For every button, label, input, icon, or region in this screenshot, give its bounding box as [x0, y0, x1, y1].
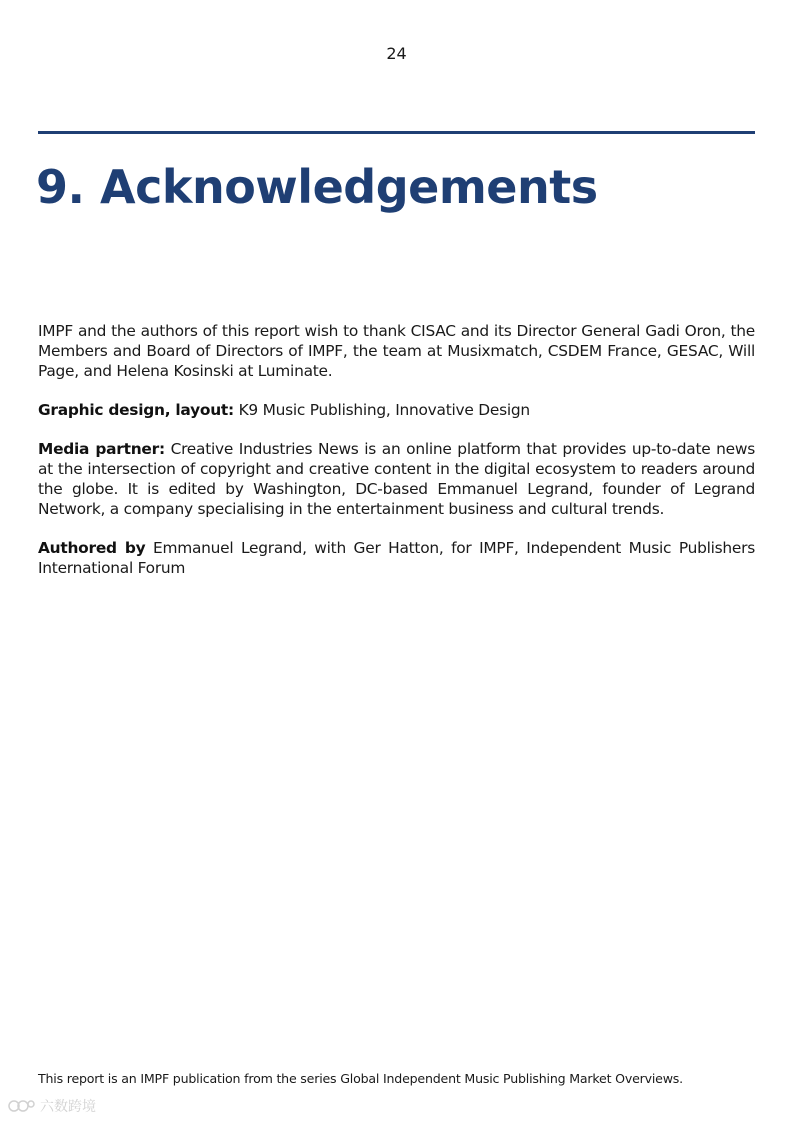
- intro-paragraph: IMPF and the authors of this report wish to thank CISAC and its Director General Gadi Oron, the Members and Board of Directors of IMPF, the team at Musixmatch, CSDEM France, GESAC, Will Page, and Helena Kosinski at Luminate.: [38, 322, 755, 380]
- authored-by-label: Authored by: [38, 539, 146, 557]
- footer-note: This report is an IMPF publication from the series Global Independent Music Publishing Market Overviews.: [38, 1071, 683, 1086]
- watermark-logo-icon: [8, 1098, 36, 1114]
- design-credit-paragraph: [38, 400, 755, 420]
- watermark: [8, 1096, 96, 1116]
- media-partner-text: Creative Industries News is an online platform that provides up-to-date news at the intersection of copyright and creative content in the digital ecosystem to readers around the globe. It is edited by Washington, DC-based Emmanuel Legrand, founder of Legrand Network, a company specialising in the entertainment business and cultural trends.: [38, 440, 756, 518]
- media-partner-label: Media partner:: [38, 440, 165, 458]
- section-title: 9. Acknowledgements: [36, 160, 598, 214]
- acknowledgements-body: [38, 321, 755, 597]
- section-divider: [38, 131, 755, 134]
- design-credit-text: K9 Music Publishing, Innovative Design: [233, 401, 530, 419]
- watermark-text: 六数跨境: [40, 1099, 96, 1115]
- authored-by-text: Emmanuel Legrand, with Ger Hatton, for IMPF, Independent Music Publishers International Forum: [38, 539, 755, 577]
- design-credit-label: Graphic design, layout:: [38, 401, 234, 419]
- authored-by-paragraph: [38, 538, 755, 578]
- media-partner-paragraph: [38, 439, 755, 519]
- page-number: 24: [386, 44, 407, 63]
